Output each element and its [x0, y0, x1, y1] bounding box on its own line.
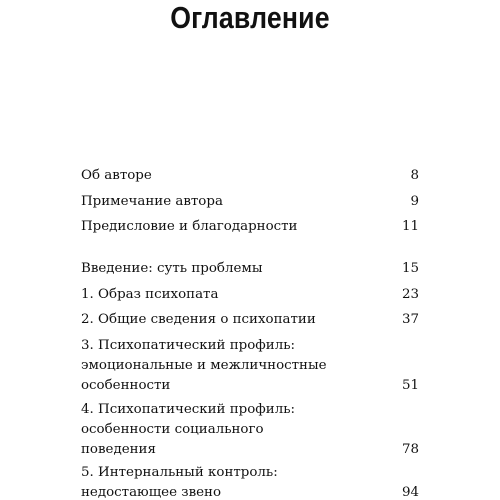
toc-entry-author-note [81, 192, 419, 212]
toc-entry-about-author [81, 166, 419, 186]
toc-entry-chapter-1 [81, 285, 419, 305]
toc-entry-chapter-2 [81, 310, 419, 330]
toc-entry-label: 4. Психопатический профиль: особенности социального поведения [81, 402, 296, 457]
toc-entry-page-number: 9 [410, 194, 419, 209]
toc-entry-label: 5. Интернальный контроль: недостающее звено [81, 465, 278, 500]
toc-entry-label: Введение: суть проблемы [81, 261, 263, 276]
toc-entry-introduction [81, 259, 419, 279]
toc-entry-label: Предисловие и благодарности [81, 219, 298, 234]
toc-entry-label: 1. Образ психопата [81, 287, 219, 302]
toc-entry-page-number: 11 [401, 219, 419, 234]
toc-entry-page-number: 23 [401, 287, 419, 302]
toc-entry-page-number: 94 [401, 485, 419, 500]
toc-entry-chapter-5 [81, 463, 419, 500]
toc-entry-page-number: 37 [401, 312, 419, 327]
toc-entry-page-number: 8 [410, 168, 419, 183]
toc-entry-chapter-4 [81, 400, 419, 460]
toc-entry-label: 3. Психопатический профиль: эмоциональные и межличностные особенности [81, 338, 327, 393]
toc-entry-label: Об авторе [81, 168, 152, 183]
toc-entry-page-number: 51 [401, 378, 419, 393]
toc-entry-chapter-3 [81, 336, 419, 396]
toc-entry-preface [81, 217, 419, 237]
page-title: Оглавление [170, 0, 330, 35]
toc-entry-page-number: 78 [401, 442, 419, 457]
toc-entry-label: Примечание автора [81, 194, 223, 209]
toc-entry-page-number: 15 [401, 261, 419, 276]
toc-entry-label: 2. Общие сведения о психопатии [81, 312, 316, 327]
